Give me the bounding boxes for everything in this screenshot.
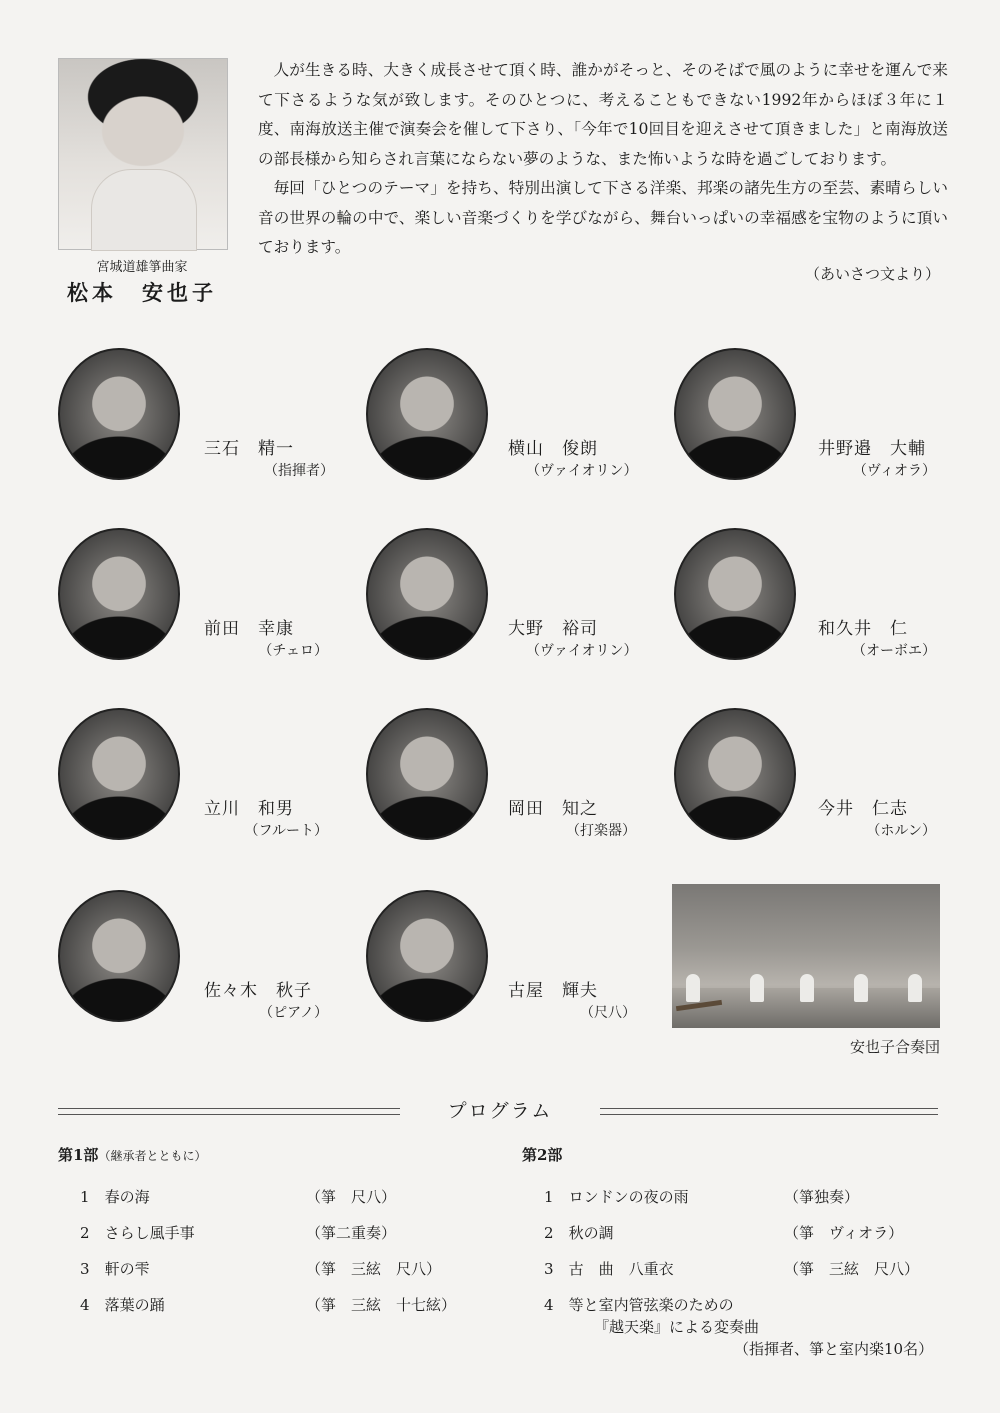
performer-name: 大野 裕司 [508, 619, 598, 639]
program-instruments: （箏 三絃 尺八） [784, 1260, 920, 1278]
part1-subtitle: （継承者とともに） [98, 1149, 207, 1163]
performer-photo [674, 348, 796, 480]
performer-name: 和久井 仁 [818, 619, 908, 639]
program-item: 1 春の海 [80, 1188, 150, 1206]
performer-role: （尺八） [580, 1005, 636, 1021]
performer-name: 岡田 知之 [508, 799, 598, 819]
performer-role: （ヴィオラ） [852, 463, 936, 479]
program-item: 2 さらし風手事 [80, 1224, 195, 1242]
program-instruments: （箏 三絃 尺八） [306, 1260, 442, 1278]
performer-name: 古屋 輝夫 [508, 981, 598, 1001]
performer-name: 三石 精一 [204, 439, 294, 459]
performer-photo [58, 528, 180, 660]
greeting-paragraph: 人が生きる時、大きく成長させて頂く時、誰かがそっと、そのそばで風のように幸せを運んで来て下さるような気が致します。そのひとつに、考えることもできない1992年からほぼ３年に１度、南海放送主催で演奏会を催して下さり、「今年で10回目を迎えさせて頂きました」と南海放送の部長様から知らされ言葉にならない夢のような、また怖いような時を過ごしております。 [258, 61, 948, 168]
greeting-source: （あいさつ文より） [804, 265, 940, 283]
performer-photo [58, 708, 180, 840]
program-instruments: （箏二重奏） [306, 1224, 397, 1242]
ensemble-caption: 安也子合奏団 [849, 1038, 940, 1056]
performer-name: 前田 幸康 [204, 619, 294, 639]
greeting-text [258, 56, 948, 263]
performer-name: 井野邉 大輔 [818, 439, 926, 459]
performer-role: （ヴァイオリン） [526, 643, 638, 659]
program-item: 3 古 曲 八重衣 [544, 1260, 674, 1278]
performer-photo [58, 890, 180, 1022]
program-instruments: （箏 三絃 十七絃） [306, 1296, 457, 1314]
performer-name: 立川 和男 [204, 799, 294, 819]
greeting-paragraph: 毎回「ひとつのテーマ」を持ち、特別出演して下さる洋楽、邦楽の諸先生方の至芸、素晴らしい音の世界の輪の中で、楽しい音楽づくりを学びながら、舞台いっぱいの幸福感を宝物のように頂いております。 [258, 179, 948, 256]
performer-photo [366, 348, 488, 480]
performer-role: （チェロ） [258, 643, 328, 659]
program-item: 3 軒の雫 [80, 1260, 150, 1278]
performer-photo [674, 708, 796, 840]
performer-role: （指揮者） [264, 463, 334, 479]
featured-title: 宮城道雄箏曲家 [96, 260, 188, 275]
program-instruments: （箏 尺八） [306, 1188, 397, 1206]
performer-role: （打楽器） [566, 823, 636, 839]
part1-label: 第1部 [58, 1146, 99, 1164]
program-instruments: （指揮者、箏と室内楽10名） [734, 1340, 934, 1358]
performer-role: （ホルン） [866, 823, 936, 839]
part2-heading: 第2部 [522, 1146, 563, 1164]
performer-role: （オーボエ） [852, 643, 936, 659]
featured-portrait [58, 58, 228, 250]
program-title: プログラム [400, 1096, 600, 1123]
ensemble-photo [672, 884, 940, 1028]
program-item: 2 秋の調 [544, 1224, 614, 1242]
program-item: 4 等と室内管弦楽のための [544, 1296, 734, 1314]
performer-name: 佐々木 秋子 [204, 981, 312, 1001]
program-instruments: （箏独奏） [784, 1188, 860, 1206]
performer-photo [58, 348, 180, 480]
performer-role: （ピアノ） [259, 1005, 328, 1021]
performer-photo [366, 890, 488, 1022]
performer-photo [366, 528, 488, 660]
performer-role: （フルート） [244, 823, 328, 839]
part1-heading [58, 1144, 206, 1165]
performer-photo [674, 528, 796, 660]
performer-name: 今井 仁志 [818, 799, 908, 819]
performer-name: 横山 俊朗 [508, 439, 598, 459]
performer-role: （ヴァイオリン） [526, 463, 638, 479]
program-item: 4 落葉の踊 [80, 1296, 165, 1314]
program-item-subtitle: 『越天楽』による変奏曲 [594, 1318, 760, 1336]
program-instruments: （箏 ヴィオラ） [784, 1224, 904, 1242]
featured-name: 松本 安也子 [67, 280, 217, 305]
program-item: 1 ロンドンの夜の雨 [544, 1188, 689, 1206]
performer-photo [366, 708, 488, 840]
